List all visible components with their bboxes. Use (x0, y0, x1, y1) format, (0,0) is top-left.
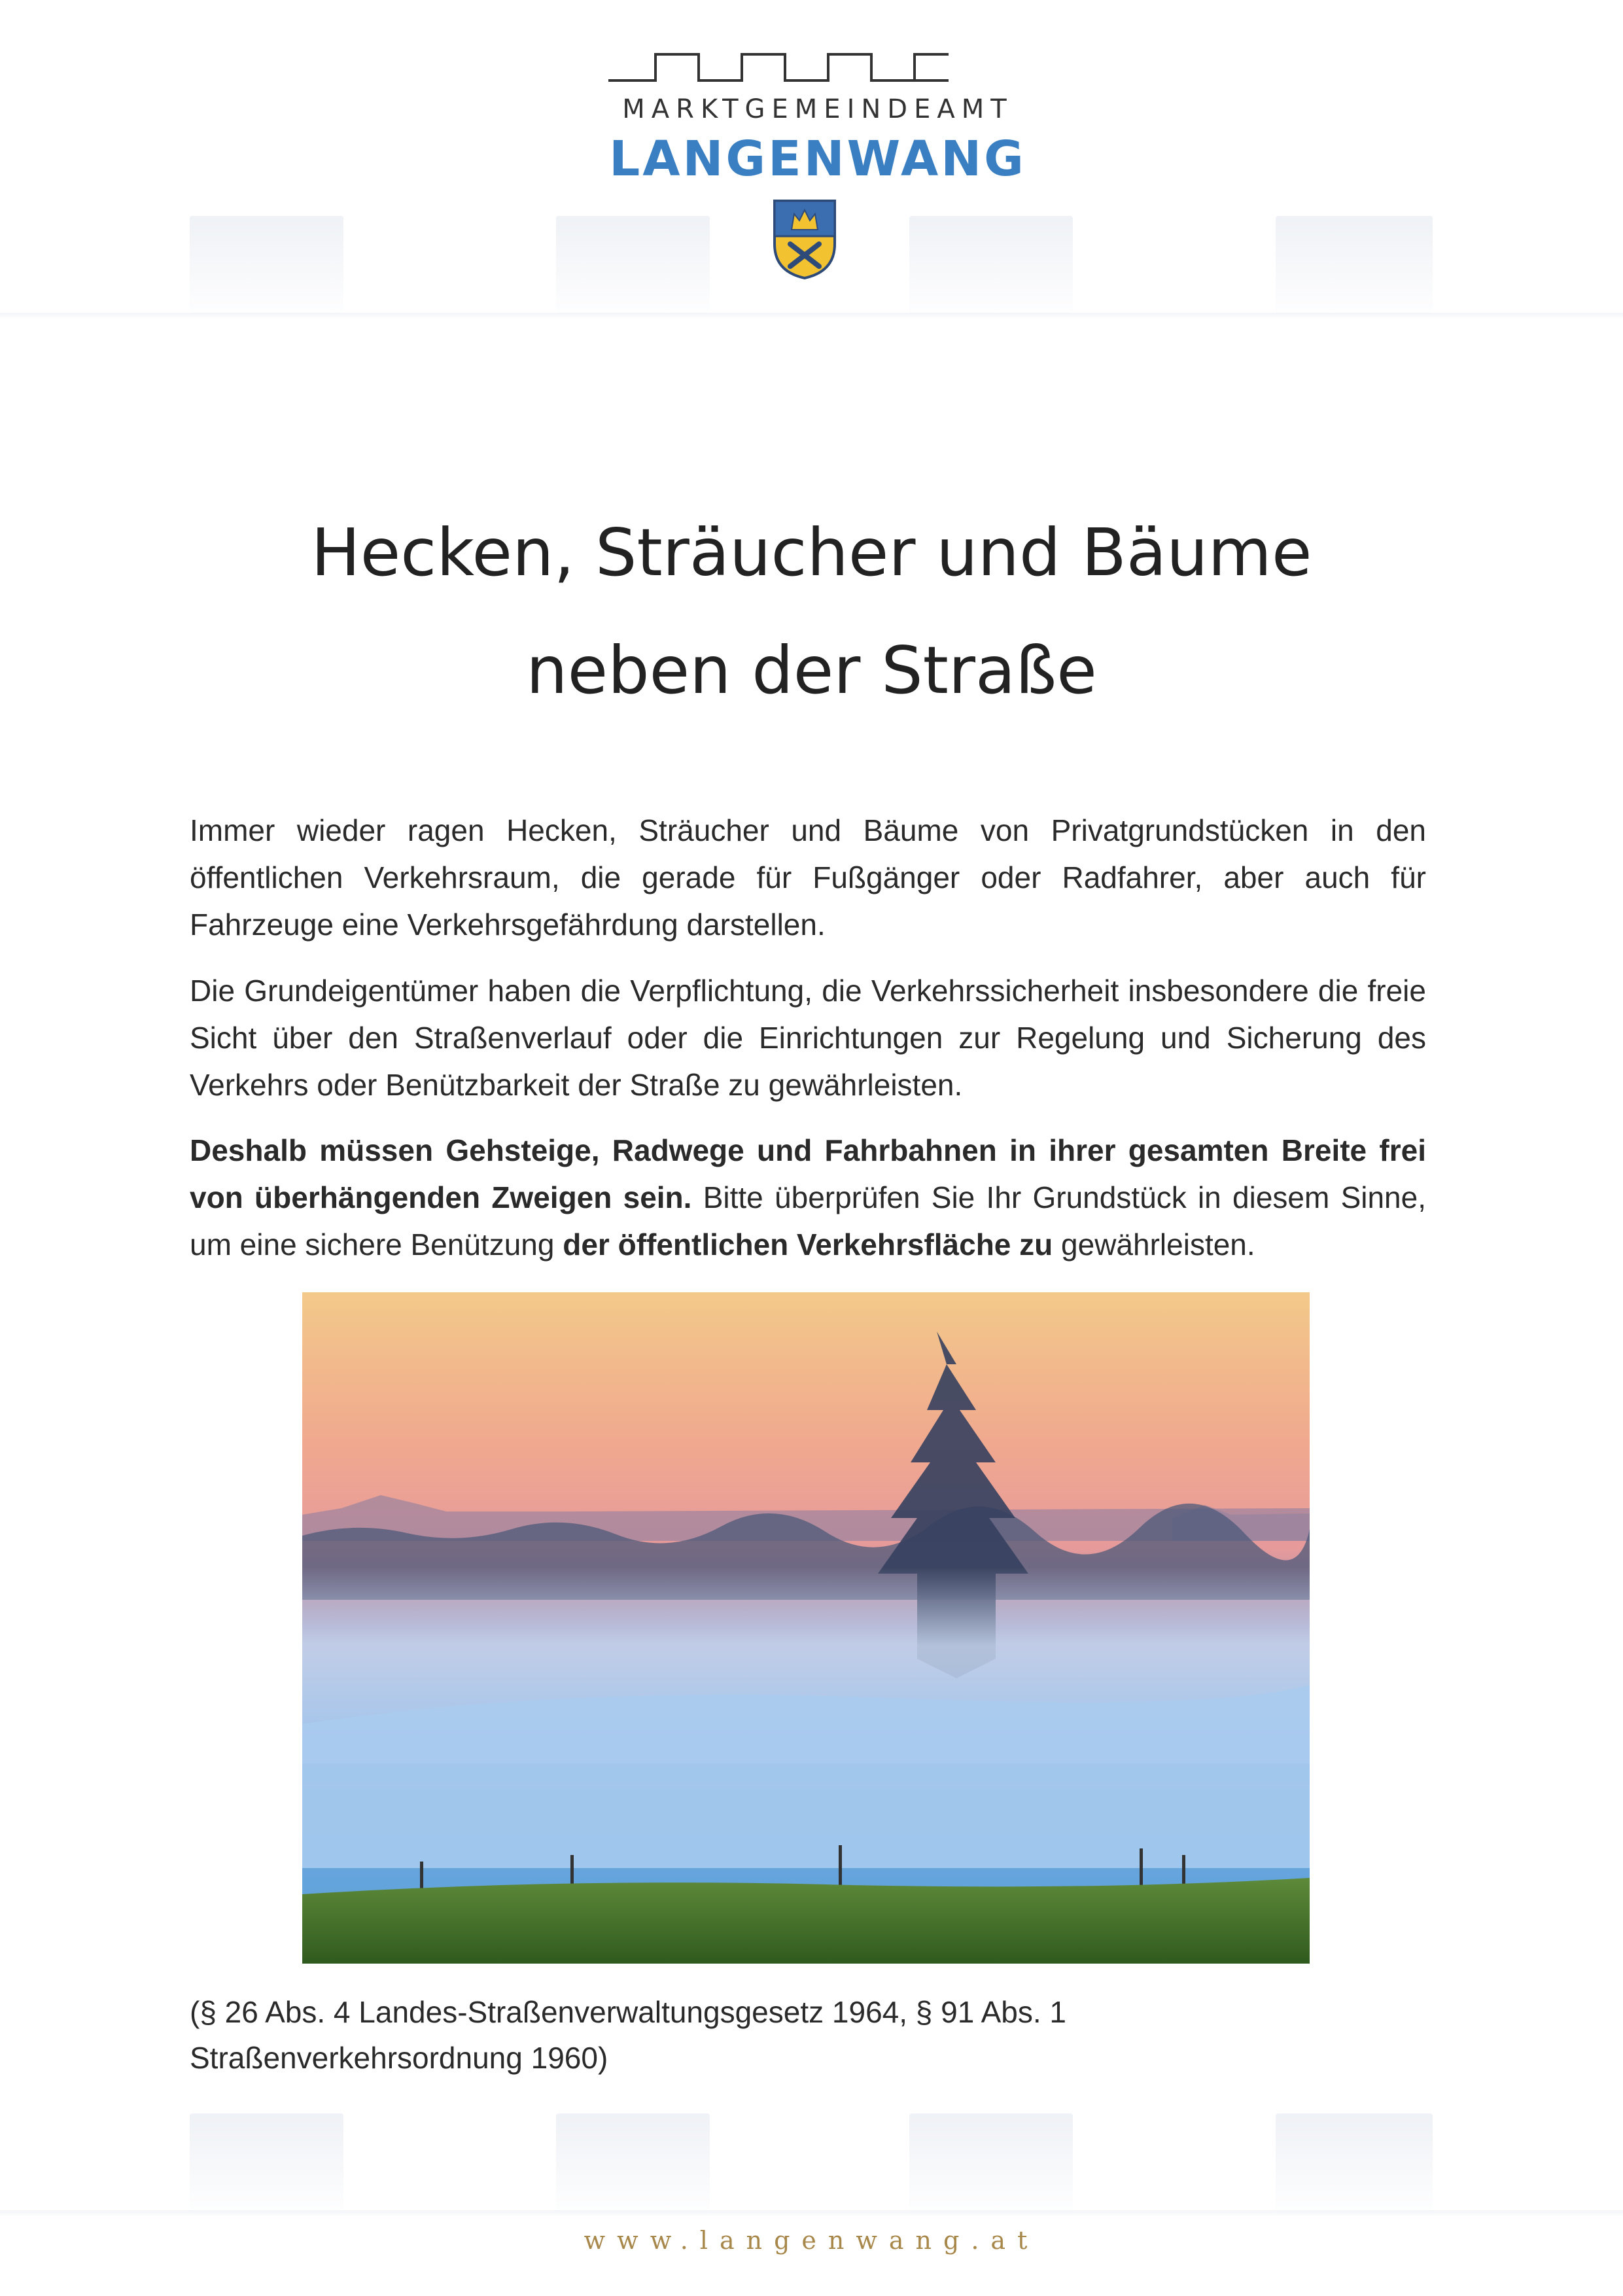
citation-line-1: (§ 26 Abs. 4 Landes-Straßenverwaltungsgesetz 1964, § 91 Abs. 1 (190, 1995, 1066, 2029)
background-tab (556, 2113, 710, 2212)
battlement-line-icon (608, 51, 949, 84)
coat-of-arms-icon (772, 198, 837, 280)
legal-citation (190, 1989, 1426, 2081)
requirement-bold-text-2: der öffentlichen Verkehrsfläche zu (563, 1227, 1053, 1262)
paragraph-requirement (190, 1127, 1426, 1268)
paragraph-intro: Immer wieder ragen Hecken, Sträucher und Bäume von Privatgrundstücken in den öffentlichen Verkehrsraum, die gerade für Fußgänger oder Radfahrer, aber auch für Fahrzeuge eine Verkehrsgefährdung darstellen. (190, 813, 1426, 942)
requirement-text: Bitte überprüfen Sie Ihr Grundstück in diesem Sinne, um eine sichere Benützung (190, 1180, 1426, 1262)
paragraph-obligation: Die Grundeigentümer haben die Verpflichtung, die Verkehrssicherheit insbesondere die freie Sicht über den Straßenverlauf oder die Einrichtungen zur Regelung und Sicherung des Verkehrs oder Benützbarkeit der Straße zu gewährleisten. (190, 974, 1426, 1102)
municipality-logo (589, 51, 1047, 300)
background-tab (190, 216, 343, 314)
title-line-1: Hecken, Sträucher und Bäume (311, 514, 1312, 591)
background-band (0, 2210, 1623, 2217)
landscape-photo (302, 1292, 1310, 1964)
requirement-text-2: gewährleisten. (1053, 1227, 1255, 1262)
municipality-name: LANGENWANG (609, 131, 1026, 187)
background-tab (909, 2113, 1073, 2212)
authority-name: MARKTGEMEINDEAMT (622, 94, 1013, 124)
website-link[interactable]: www.langenwang.at (584, 2226, 1039, 2255)
background-tab (1276, 216, 1433, 314)
title-line-2: neben der Straße (526, 632, 1097, 709)
page-title (0, 494, 1623, 730)
background-tab (190, 2113, 343, 2212)
requirement-bold-text: Deshalb müssen Gehsteige, Radwege und Fahrbahnen in ihrer gesamten Breite frei von überhängenden Zweigen sein. (190, 1133, 1426, 1214)
background-tab (1276, 2113, 1433, 2212)
background-band (0, 313, 1623, 319)
citation-line-2: Straßenverkehrsordnung 1960) (190, 2041, 608, 2075)
